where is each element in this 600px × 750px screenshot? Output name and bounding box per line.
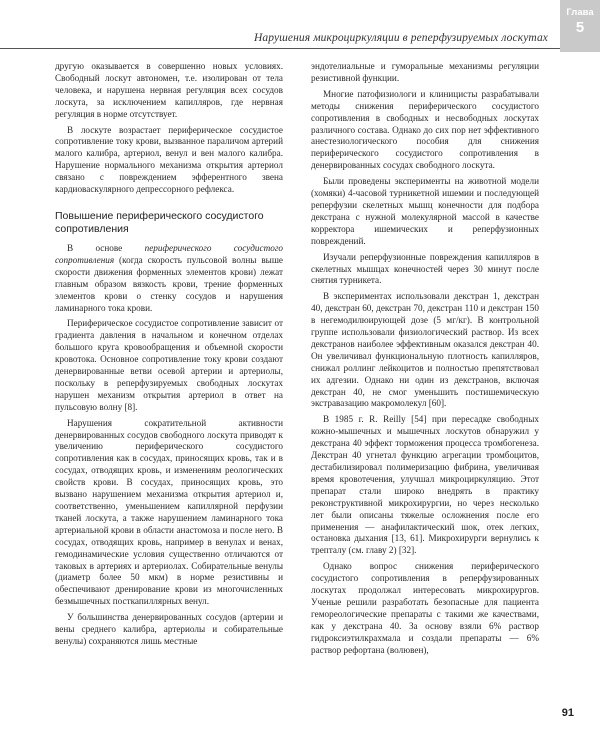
paragraph — [55, 243, 283, 314]
paragraph: Однако вопрос снижения периферического сосудистого сопротивления в реперфузированных лоскутах продолжал интересовать микрохирургов. Ученые решили разработать безопасные для пациента гемореологические препараты с такими же качествами, как у декстрана 40. За основу взяли 6% раствор гидроксиэтилкрахмала и создали препараты — 6% раствор рефортана (волювен), — [311, 561, 539, 655]
chapter-number: 5 — [575, 19, 585, 36]
emphasized-term: периферического сосудистого сопротивления — [55, 242, 283, 265]
page-number: 91 — [561, 707, 574, 719]
paragraph: В экспериментах использовали декстран 1, декстран 40, декстран 60, декстран 70, декстран 110 и декстран 150 в негемодилюирующей дозе (5 мг/кг). В контрольной группе использовали физиологический раствор. Из всех декстранов наиболее эффективным оказался декстран 40. Он увеличивал функциональную плотность капилляров, снижал роллинг лейкоцитов и полностью препятствовал их адгезии. Однако ни один из декстранов, включая декстран 40, не смог уменьшить постишемическую экстравазацию макромолекул [60]. — [311, 291, 539, 409]
chapter-label: Глава — [566, 7, 594, 18]
paragraph: В 1985 г. R. Reilly [54] при пересадке свободных кожно-мышечных и мышечных лоскутов обнаружил у декстрана 40 эффект торможения процесса тромбогенеза. Декстран 40 угнетал функцию агрегации тромбоцитов, дестабилизировал полимеризацию фибрина, увеличивая время кровотечения, улучшал микроциркуляцию. Этот препарат стали широко внедрять в практику реконструктивной микрохирургии, но через несколько лет были описаны тяжелые осложнения после его применения — анафилактический шок, отек легких, остановка дыхания [13, 61]. Микрохирурги вернулись к трепталу (см. главу 2) [32]. — [311, 414, 539, 556]
text-run: (когда скорость пульсовой волны выше скорости движения форменных элементов крови) лежат главным образом вязкость крови, трение форменных элементов крови о стенку сосудов и нарушения ламинарного тока крови. — [55, 254, 283, 313]
right-column — [311, 61, 539, 657]
paragraph: Нарушения сократительной активности денервированных сосудов свободного лоскута приводят к увеличению периферического сосудистого сопротивления как в сосудах, приносящих кровь, так и в сосудах, отводящих кровь, и изменениям реологических свойств крови. В сосудах, приносящих кровь, это вызвано нарушением механизма открытия артериол и, соответственно, уменьшением капиллярной перфузии тканей лоскута, а также нарушением ламинарного тока артериальной крови в области анастомоза и после него. В сосудах, отводящих кровь, например в венулах и венах, гемодинамические условия существенно отличаются от таковых в артериях и артериолах. Собирательные венулы (диаметр более 50 мкм) в норме резистивны и обеспечивают дренирование крови из многочисленных безмышечных посткапиллярных венул. — [55, 417, 283, 607]
section-heading: Повышение периферического сосудистого сопротивления — [55, 209, 264, 235]
running-header-title: Нарушения микроциркуляции в реперфузируемых лоскутах — [253, 32, 548, 44]
paragraph: Многие патофизиологи и клиницисты разрабатывали методы снижения периферического сосудистого сопротивления в свободных и несвободных лоскутах различного состава. Однако до сих пор нет эффективного анестезиологического пособия для снижения периферического сосудистого сопротивления в денервированных сосудах свободного лоскута. — [311, 88, 539, 171]
paragraph: Периферическое сосудистое сопротивление зависит от градиента давления в начальном и конечном отделах большого круга кровообращения и объемной скорости кровотока. Основное сопротивление току крови создают денервированные ветви осевой артерии и артериолы, поскольку в реперфузируемых свободных лоскутах нарушен механизм открытия артериол в ответ на пульсовую волну [8]. — [55, 318, 283, 412]
paragraph: эндотелиальные и гуморальные механизмы регуляции резистивной функции. — [311, 61, 539, 83]
paragraph: В лоскуте возрастает периферическое сосудистое сопротивление току крови, вызванное параличом артерий малого калибра, артериол, венул и вен малого калибра. Нарушение нормального механизма открытия артериол связано с повреждением эфферентного звена кардиоваскулярного депрессорного рефлекса. — [55, 124, 283, 195]
chapter-tab — [560, 0, 600, 52]
paragraph: Изучали реперфузионные повреждения капилляров в скелетных мышцах конечностей через 30 минут после снятия турникета. — [311, 251, 539, 286]
running-header — [0, 14, 560, 49]
text-run: В основе — [67, 242, 145, 253]
paragraph: другую оказывается в совершенно новых условиях. Свободный лоскут автономен, т.е. изолирован от тела человека, и нарушена нервная регуляция всех сосудов лоскута, за исключением капилляров, где нервная регуляция в норме отсутствует. — [55, 61, 283, 119]
left-column — [55, 61, 283, 648]
paragraph: У большинства денервированных сосудов (артерии и вены среднего калибра, артериолы и собирательные венулы) сохраняются лишь местные — [55, 612, 283, 646]
paragraph: Были проведены эксперименты на животной модели (хомяки) 4-часовой турникетной ишемии и последующей реперфузии скелетных мышц конечности для подбора декстрана с нужной молекулярной массой в качестве корректора ишемических и реперфузионных повреждений. — [311, 176, 539, 246]
